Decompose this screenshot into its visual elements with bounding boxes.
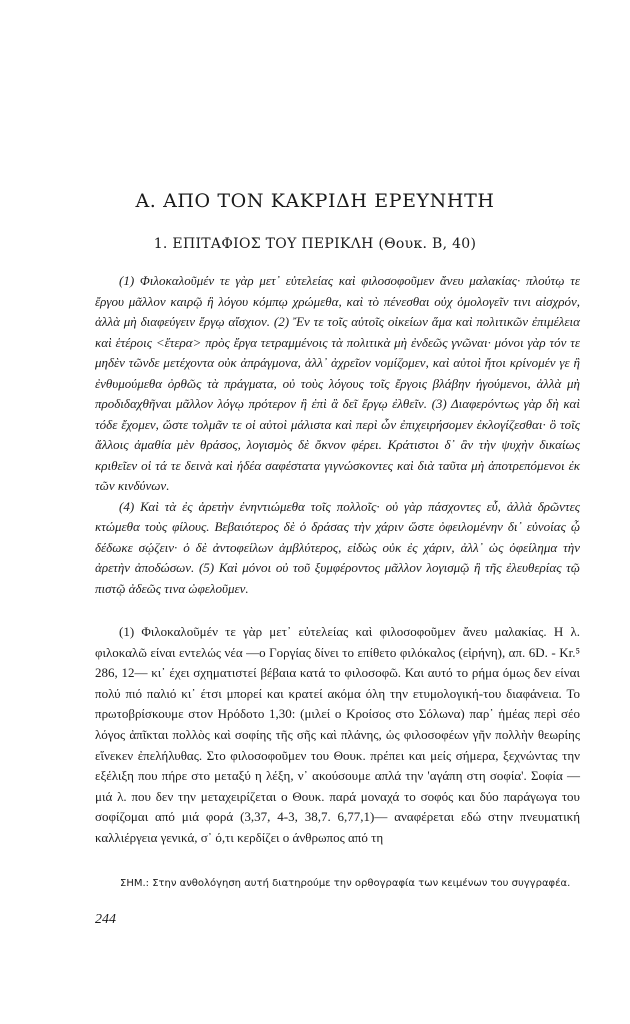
page-number: 244: [95, 912, 116, 927]
subsection-heading: 1. ΕΠΙΤΑΦΙΟΣ ΤΟΥ ΠΕΡΙΚΛΗ (Θουκ. Β, 40): [153, 236, 477, 252]
greek-paragraph: (1) Φιλοκαλοῦμέν τε γὰρ μετ᾽ εὐτελείας καὶ φιλοσοφοῦμεν ἄνευ μαλακίας· πλούτῳ τε ἔργου μᾶλλον καιρῷ ἢ λόγου κόμπῳ χρώμεθα, καὶ τὸ πένεσθαι οὐχ ὁμολογεῖν τινι αἰσχρόν, ἀλλὰ μὴ διαφεύγειν ἔργῳ αἴσχιον. (2) Ἔν τε τοῖς αὐτοῖς οἰκείων ἅμα καὶ πολιτικῶν ἐπιμέλεια καὶ ἑτέροις <ἕτερα> πρὸς ἔργα τετραμμένοις τὰ πολιτικὰ μὴ ἐνδεῶς γνῶναι· μόνοι γὰρ τόν τε μηδὲν τῶνδε μετέχοντα οὐκ ἀπράγμονα, ἀλλ᾽ ἀχρεῖον νομίζομεν, καὶ αὐτοὶ ἤτοι κρίνομέν γε ἢ ἐνθυμούμεθα ὀρθῶς τὰ πράγματα, οὐ τοὺς λόγους τοῖς ἔργοις βλάβην ἡγούμενοι, ἀλλὰ μὴ προδιδαχθῆναι μᾶλλον λόγῳ πρότερον ἢ ἐπὶ ἃ δεῖ ἔργῳ ἐλθεῖν. (3) Διαφερόντως γὰρ δὴ καὶ τόδε ἔχομεν, ὥστε τολμᾶν τε οἱ αὐτοὶ μάλιστα καὶ περὶ ὧν ἐπιχειρήσομεν ἐκλογίζεσθαι· ὃ τοῖς ἄλλοις ἀμαθία μὲν θράσος, λογισμὸς δὲ ὄκνον φέρει. Κράτιστοι δ᾽ ἂν τὴν ψυχὴν δικαίως κριθεῖεν οἱ τά τε δεινὰ καὶ ἡδέα σαφέστατα γιγνώσκοντες καὶ διὰ ταῦτα μὴ ἀποτρεπόμενοι ἐκ τῶν κινδύνων.: [95, 273, 580, 493]
commentary-paragraph: (1) Φιλοκαλοῦμέν τε γὰρ μετ᾽ εὐτελείας καὶ φιλοσοφοῦμεν ἄνευ μαλακίας. Η λ. φιλοκαλῶ είναι εντελώς νέα —ο Γοργίας δίνει το επίθετο φιλόκαλος (εἰρήνη), απ. 6D. - Kr.⁵ 286, 12— κι᾽ έχει σχηματιστεί βέβαια κατά το φιλοσοφῶ. Και αυτό το ρήμα όμως δεν είναι πολύ πιό παλιό κι᾽ έτσι μπορεί και κρατεί ακόμα όλη την ετυμολογική-του διαφάνεια. Το πρωτοβρίσκουμε στον Ηρόδοτο 1,30: (μιλεί ο Κροίσος στο Σόλωνα) παρ᾽ ἡμέας περὶ σέο λόγος ἀπῖκται πολλὸς καὶ σοφίης τῆς σῆς καὶ πλάνης, ὡς φιλοσοφέων γῆν πολλὴν θεωρίης εἵνεκεν ἐπελήλυθας. Στο φιλοσοφοῦμεν του Θουκ. πρέπει και μείς σήμερα, ξεχνώντας την εξέλιξη που πήρε στο μεταξύ η λέξη, ν᾽ ακούσουμε απλά την 'αγάπη στη σοφία'. Σοφία —μιά λ. που δεν την μεταχειρίζεται ο Θουκ. παρά μοναχά το σοφός και δύο παράγωγα του σοφίζομαι από μιά φορά (3,37, 4-3, 38,7. 6,77,1)— αναφέρεται εδώ στην πνευματική καλλιέργεια γενικά, σ᾽ ό,τι κερδίζει ο άνθρωπος από τη: [95, 624, 580, 845]
greek-paragraph: (4) Καὶ τὰ ἐς ἀρετὴν ἐνηντιώμεθα τοῖς πολλοῖς· οὐ γὰρ πάσχοντες εὖ, ἀλλὰ δρῶντες κτώμεθα τοὺς φίλους. Βεβαιότερος δὲ ὁ δράσας τὴν χάριν ὥστε ὀφειλομένην δι᾽ εὐνοίας ᾧ δέδωκε σῴζειν· ὁ δὲ ἀντοφείλων ἀμβλύτερος, εἰδὼς οὐκ ἐς χάριν, ἀλλ᾽ ὡς ὀφείλημα τὴν ἀρετὴν ἀποδώσων. (5) Καὶ μόνοι οὐ τοῦ ξυμφέροντος μᾶλλον λογισμῷ ἢ τῆς ἐλευθερίας τῷ πιστῷ ἀδεῶς τινα ὠφελοῦμεν.: [95, 498, 580, 596]
ancient-greek-passage: [95, 271, 580, 599]
commentary-block: [95, 622, 580, 849]
section-heading: Α. ΑΠΟ ΤΟΝ ΚΑΚΡΙΔΗ ΕΡΕΥΝΗΤΗ: [135, 190, 495, 212]
footnote: ΣΗΜ.: Στην ανθολόγηση αυτή διατηρούμε την ορθογραφία των κειμένων του συγγραφέα.: [120, 878, 571, 889]
